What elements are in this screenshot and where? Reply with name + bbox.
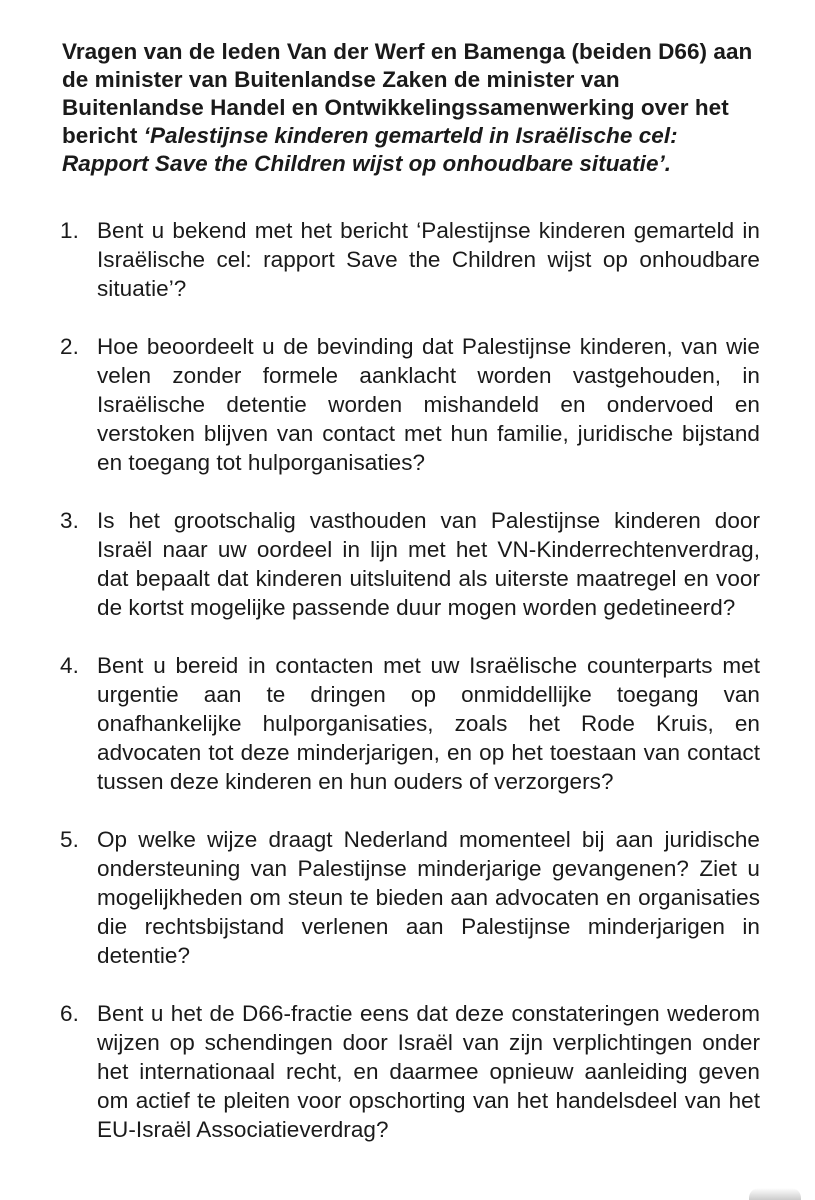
question-item: [60, 506, 760, 622]
question-text: Op welke wijze draagt Nederland momenteel bij aan juridische ondersteuning van Palestijnse minderjarige gevangenen? Ziet u mogelijkheden om steun te bieden aan advocaten en organisaties die rechtsbijstand verlenen aan Palestijnse minderjarigen in detentie?: [97, 827, 760, 968]
question-item: [60, 825, 760, 970]
question-text: Hoe beoordeelt u de bevinding dat Palestijnse kinderen, van wie velen zonder formele aanklacht worden vastgehouden, in Israëlische detentie worden mishandeld en ondervoed en verstoken blijven van contact met hun familie, juridische bijstand en toegang tot hulporganisaties?: [97, 334, 760, 475]
document-title: [62, 38, 762, 178]
question-item: [60, 999, 760, 1144]
question-item: [60, 216, 760, 303]
question-list: [60, 216, 760, 1173]
question-number: 3.: [60, 508, 79, 533]
question-item: [60, 332, 760, 477]
question-number: 4.: [60, 653, 79, 678]
question-number: 1.: [60, 218, 79, 243]
question-text: Bent u bekend met het bericht ‘Palestijnse kinderen gemarteld in Israëlische cel: rapport Save the Children wijst op onhoudbare situatie’?: [97, 218, 760, 301]
question-item: [60, 651, 760, 796]
question-number: 2.: [60, 334, 79, 359]
question-text: Bent u bereid in contacten met uw Israëlische counterparts met urgentie aan te dringen op onmiddellijke toegang van onafhankelijke hulporganisaties, zoals het Rode Kruis, en advocaten tot deze minderjarigen, en op het toestaan van contact tussen deze kinderen en hun ouders of verzorgers?: [97, 653, 760, 794]
question-number: 5.: [60, 827, 79, 852]
question-text: Is het grootschalig vasthouden van Palestijnse kinderen door Israël naar uw oordeel in lijn met het VN-Kinderrechtenverdrag, dat bepaalt dat kinderen uitsluitend als uiterste maatregel en voor de kortst mogelijke passende duur mogen worden gedetineerd?: [97, 508, 760, 620]
title-text: Vragen van de leden Van der Werf en Bamenga (beiden D66) aan de minister van Buitenlandse Zaken de minister van Buitenlandse Handel en Ontwikkelingssamenwerking over het bericht: [62, 39, 753, 148]
title-italic-text: ‘Palestijnse kinderen gemarteld in Israëlische cel: Rapport Save the Children wijst op onhoudbare situatie’.: [62, 123, 678, 176]
page-corner-artifact: [749, 1188, 801, 1200]
question-number: 6.: [60, 1001, 79, 1026]
question-text: Bent u het de D66-fractie eens dat deze constateringen wederom wijzen op schendingen door Israël van zijn verplichtingen onder het internationaal recht, en daarmee opnieuw aanleiding geven om actief te pleiten voor opschorting van het handelsdeel van het EU-Israël Associatieverdrag?: [97, 1001, 760, 1142]
